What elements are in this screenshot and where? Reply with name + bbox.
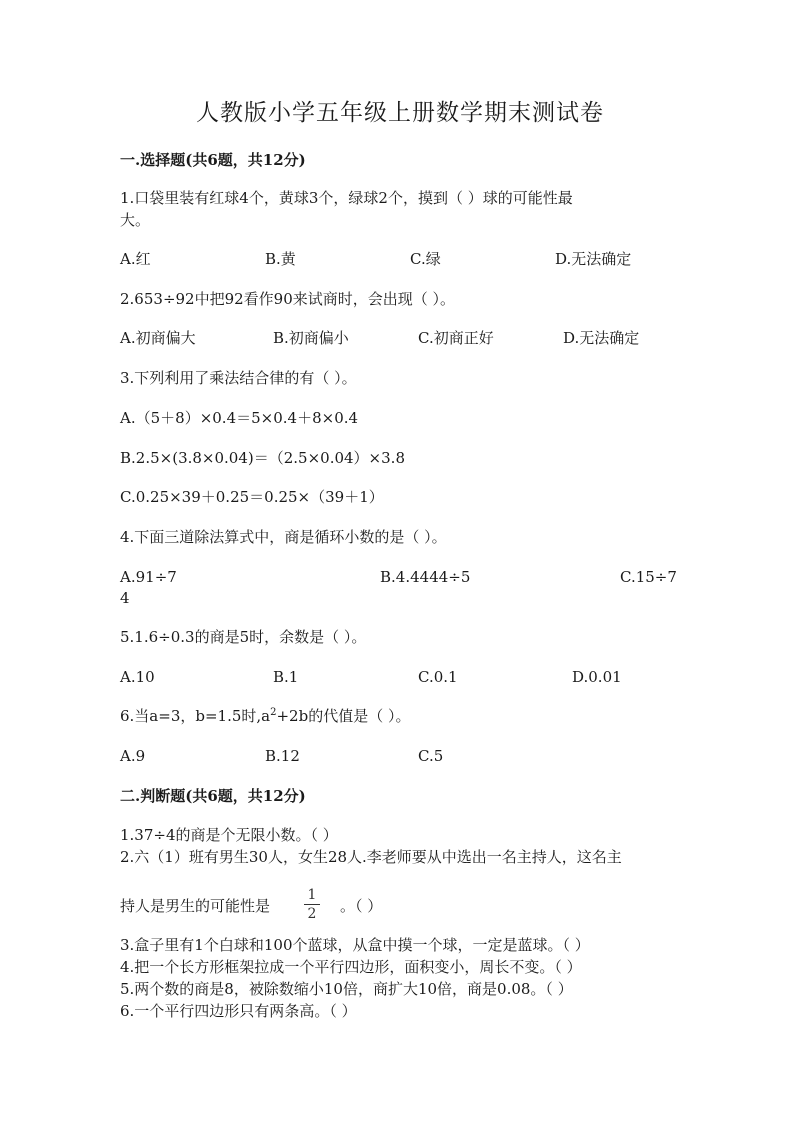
judgement-item-6: 6.一个平行四边形只有两条高。（ ） [120, 1002, 357, 1020]
question-5-stem: 5.1.6÷0.3的商是5时，余数是（ ）。 [120, 628, 367, 646]
q2-option-b: B.初商偏小 [273, 329, 349, 347]
q1-option-a: A.红 [120, 250, 151, 268]
section-heading-judgement: 二.判断题(共6题，共12分) [120, 787, 306, 805]
q6-option-b: B.12 [265, 747, 300, 765]
page-title: 人教版小学五年级上册数学期末测试卷 [196, 100, 604, 126]
q6-exponent: 2 [270, 707, 277, 718]
q2-option-a: A.初商偏大 [120, 329, 196, 347]
fraction-one-half [304, 888, 320, 921]
question-6-stem [120, 706, 410, 726]
judgement-item-2: 2.六（1）班有男生30人，女生28人.李老师要从中选出一名主持人，这名主 [120, 848, 622, 866]
q6-stem-after: +2b的代值是（ ）。 [276, 707, 411, 725]
q4-option-overflow: 4 [120, 589, 130, 607]
q4-option-a: A.91÷7 [120, 568, 177, 586]
q5-option-d: D.0.01 [572, 668, 622, 686]
question-1-stem-line1: 1.口袋里装有红球4个，黄球3个，绿球2个，摸到（ ）球的可能性最 [120, 189, 573, 207]
judgement-item-2-line2-text: 持人是男生的可能性是 [120, 897, 271, 915]
judgement-item-1: 1.37÷4的商是个无限小数。（ ） [120, 826, 338, 844]
q2-option-d: D.无法确定 [563, 329, 640, 347]
question-1-stem-line2: 大。 [120, 211, 151, 229]
q5-option-c: C.0.1 [418, 668, 458, 686]
q5-option-a: A.10 [120, 668, 155, 686]
q6-option-c: C.5 [418, 747, 444, 765]
question-2-stem: 2.653÷92中把92看作90来试商时，会出现（ ）。 [120, 290, 456, 308]
q3-option-a: A.（5＋8）×0.4＝5×0.4＋8×0.4 [120, 409, 359, 427]
q1-option-d: D.无法确定 [555, 250, 632, 268]
section-heading-choice: 一.选择题(共6题，共12分) [120, 151, 306, 169]
judgement-item-5: 5.两个数的商是8，被除数缩小10倍，商扩大10倍，商是0.08。（ ） [120, 980, 573, 998]
q4-option-b: B.4.4444÷5 [380, 568, 471, 586]
fraction-bar [304, 904, 320, 905]
judgement-item-3: 3.盒子里有1个白球和100个蓝球，从盒中摸一个球，一定是蓝球。（ ） [120, 936, 590, 954]
q6-stem-before: 6.当a=3，b=1.5时,a [120, 707, 271, 725]
fraction-numerator: 1 [307, 887, 317, 903]
q3-option-b: B.2.5×(3.8×0.04)＝（2.5×0.04）×3.8 [120, 449, 405, 467]
judgement-item-2-line2-blank: 。（ ） [340, 897, 383, 915]
q3-option-c: C.0.25×39＋0.25＝0.25×（39＋1） [120, 488, 384, 506]
q4-option-c: C.15÷7 [620, 568, 677, 586]
fraction-denominator: 2 [307, 906, 317, 922]
q1-option-b: B.黄 [265, 250, 296, 268]
question-4-stem: 4.下面三道除法算式中，商是循环小数的是（ ）。 [120, 528, 447, 546]
q6-option-a: A.9 [120, 747, 146, 765]
judgement-item-4: 4.把一个长方形框架拉成一个平行四边形，面积变小，周长不变。（ ） [120, 958, 582, 976]
question-3-stem: 3.下列利用了乘法结合律的有（ ）。 [120, 369, 357, 387]
q1-option-c: C.绿 [410, 250, 441, 268]
q2-option-c: C.初商正好 [418, 329, 494, 347]
q5-option-b: B.1 [273, 668, 299, 686]
